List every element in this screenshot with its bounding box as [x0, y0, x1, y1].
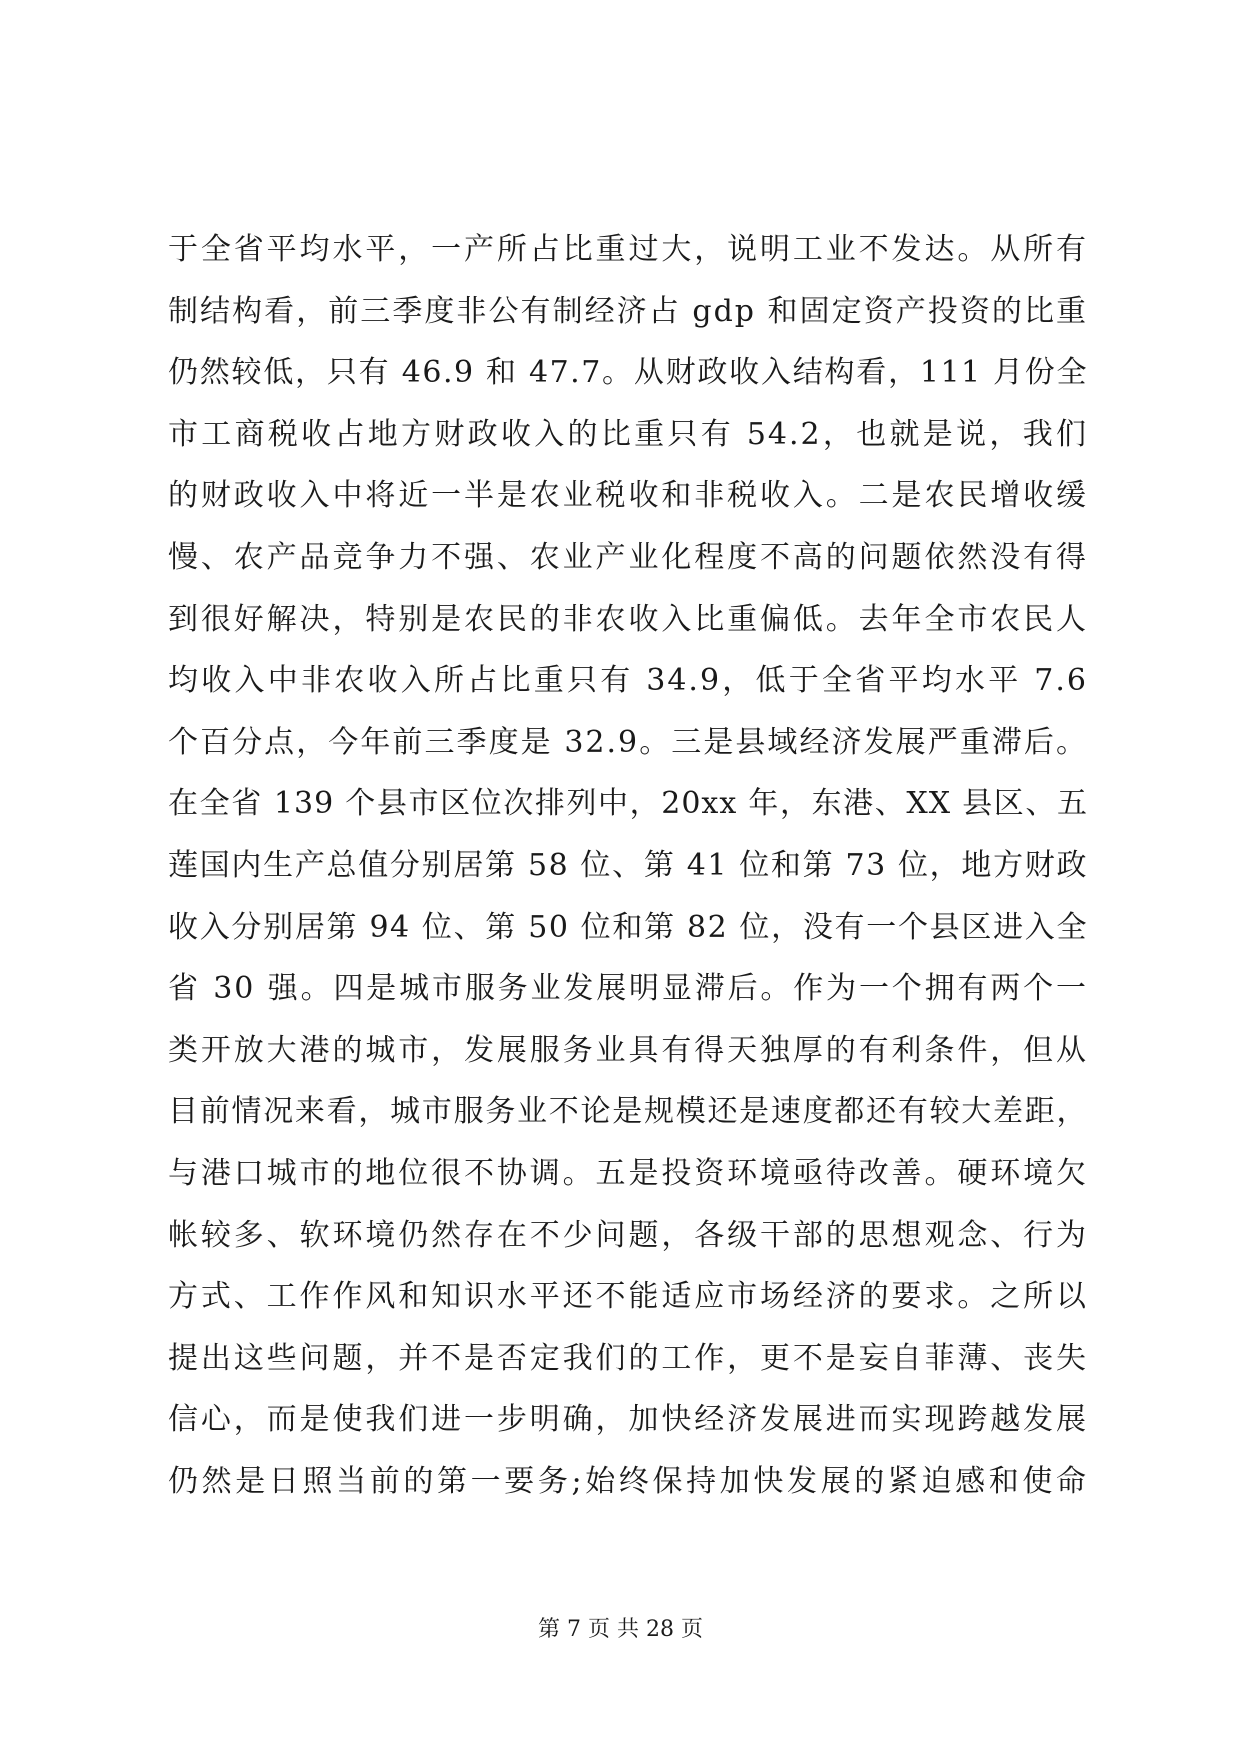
text-line: 于全省平均水平，一产所占比重过大，说明工业不发达。从所有: [168, 232, 1088, 267]
text-line: 慢、农产品竞争力不强、农业产业化程度不高的问题依然没有得: [168, 539, 1088, 575]
page-number-footer: 第 7 页 共 28 页: [538, 1617, 703, 1642]
text-line: 省 30 强。四是城市服务业发展明显滞后。作为一个拥有两个一: [168, 971, 1088, 1007]
text-line: 类开放大港的城市，发展服务业具有得天独厚的有利条件，但从: [168, 1032, 1088, 1068]
text-line: 提出这些问题，并不是否定我们的工作，更不是妄自菲薄、丧失: [168, 1340, 1088, 1376]
text-line: 与港口城市的地位很不协调。五是投资环境亟待改善。硬环境欠: [168, 1155, 1088, 1191]
text-line: 信心，而是使我们进一步明确，加快经济发展进而实现跨越发展: [168, 1402, 1088, 1438]
text-line: 到很好解决，特别是农民的非农收入比重偏低。去年全市农民人: [168, 601, 1088, 637]
text-line: 均收入中非农收入所占比重只有 34.9，低于全省平均水平 7.6: [168, 663, 1088, 699]
text-line: 方式、工作作风和知识水平还不能适应市场经济的要求。之所以: [168, 1279, 1088, 1315]
text-line: 制结构看，前三季度非公有制经济占 gdp 和固定资产投资的比重: [168, 293, 1088, 329]
text-line: 仍然较低，只有 46.9 和 47.7。从财政收入结构看，111 月份全: [168, 355, 1088, 391]
text-line: 仍然是日照当前的第一要务;始终保持加快发展的紧迫感和使命: [168, 1463, 1088, 1499]
text-line: 帐较多、软环境仍然存在不少问题，各级干部的思想观念、行为: [168, 1217, 1088, 1253]
text-line: 个百分点，今年前三季度是 32.9。三是县域经济发展严重滞后。: [168, 724, 1088, 760]
body-paragraph: [168, 233, 1088, 1526]
text-line: 收入分别居第 94 位、第 50 位和第 82 位，没有一个县区进入全: [168, 909, 1088, 945]
text-line: 目前情况来看，城市服务业不论是规模还是速度都还有较大差距，: [168, 1094, 1088, 1130]
text-line: 在全省 139 个县市区位次排列中，20xx 年，东港、XX 县区、五: [168, 786, 1088, 822]
text-line: 莲国内生产总值分别居第 58 位、第 41 位和第 73 位，地方财政: [168, 847, 1088, 883]
text-line: 的财政收入中将近一半是农业税收和非税收入。二是农民增收缓: [168, 478, 1088, 514]
text-line: 市工商税收占地方财政收入的比重只有 54.2，也就是说，我们: [168, 416, 1088, 452]
